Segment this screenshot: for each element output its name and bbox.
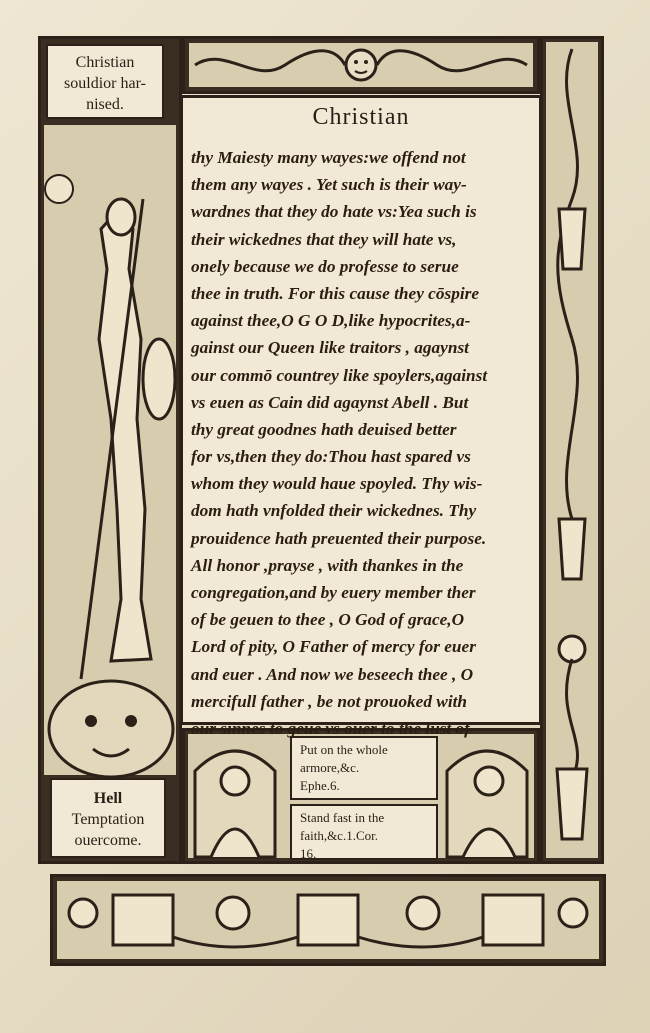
text-line: mercifull father , be not prouoked with [191,691,468,711]
scroll-line: 16. [300,846,317,861]
text-block [180,95,542,738]
scroll-corinthians [290,804,438,860]
text-line: of be geuen to thee , O God of grace,O [191,610,465,630]
caption-line: souldior har- [64,75,146,92]
text-line: thy Maiesty many wayes:we offend not [191,148,466,167]
right-woodcut-panel [540,36,604,864]
caption-hell-overcome [50,778,166,858]
scroll-ephesians [290,736,438,800]
roses-and-gates-ornament [53,877,603,963]
text-line: them any wayes . Yet such is their way- [191,175,467,195]
scroll-line: armore,&c. [300,760,360,775]
scroll-ornament [185,39,537,91]
running-title: Christian [312,104,410,130]
armored-soldier-woodcut [41,39,179,861]
top-ornament-band [182,36,540,94]
scroll-line: faith,&c.1.Cor. [300,828,378,843]
text-line: congregation,and by euery member ther [191,583,476,602]
text-line: dom hath vnfolded their wickednes. Thy [191,501,477,521]
body-text [191,144,533,742]
text-line: gainst our Queen like traitors , agaynst [191,338,469,358]
text-line: our commō countrey like spoylers,against [191,365,488,385]
text-line: their wickednes that they will hate vs, [191,229,457,249]
text-line: and euer . And now we beseech thee , O [191,664,474,684]
text-line: prouidence hath preuented their purpose. [191,528,487,548]
scroll-line: Stand fast in the [300,810,385,825]
caption-line: nised. [86,96,124,113]
text-line: Lord of pity, O Father of mercy for euer [191,637,476,657]
bottom-ornament-band [50,874,606,966]
caption-line: ouercome. [74,832,142,849]
text-line: thee in truth. For this cause they cōspire [191,283,480,303]
text-line: whom they would haue spoyled. Thy wis- [191,474,483,494]
text-line: our sinnes to geue vs ouer to the lust of [191,718,470,738]
text-line: wardnes that they do hate vs:Yea such is [191,202,477,222]
floral-vase-column [543,39,601,861]
text-line: onely because we do professe to serue [191,256,459,276]
text-line: All honor ,prayse , with thankes in the [191,555,464,575]
caption-line: Hell [93,790,123,807]
caption-line: Temptation [71,811,145,828]
text-line: for vs,then they do:Thou hast spared vs [191,447,471,467]
scroll-line: Ephe.6. [300,778,340,793]
scroll-line: Put on the whole [300,742,388,757]
text-line: vs euen as Cain did agaynst Abell . But [191,392,469,412]
text-line: thy great goodnes hath deuised better [191,419,457,439]
caption-christian-soldier [46,44,164,119]
left-woodcut-panel [38,36,182,864]
text-line: against thee,O G O D,like hypocrites,a- [191,311,471,331]
caption-line: Christian [75,54,135,71]
